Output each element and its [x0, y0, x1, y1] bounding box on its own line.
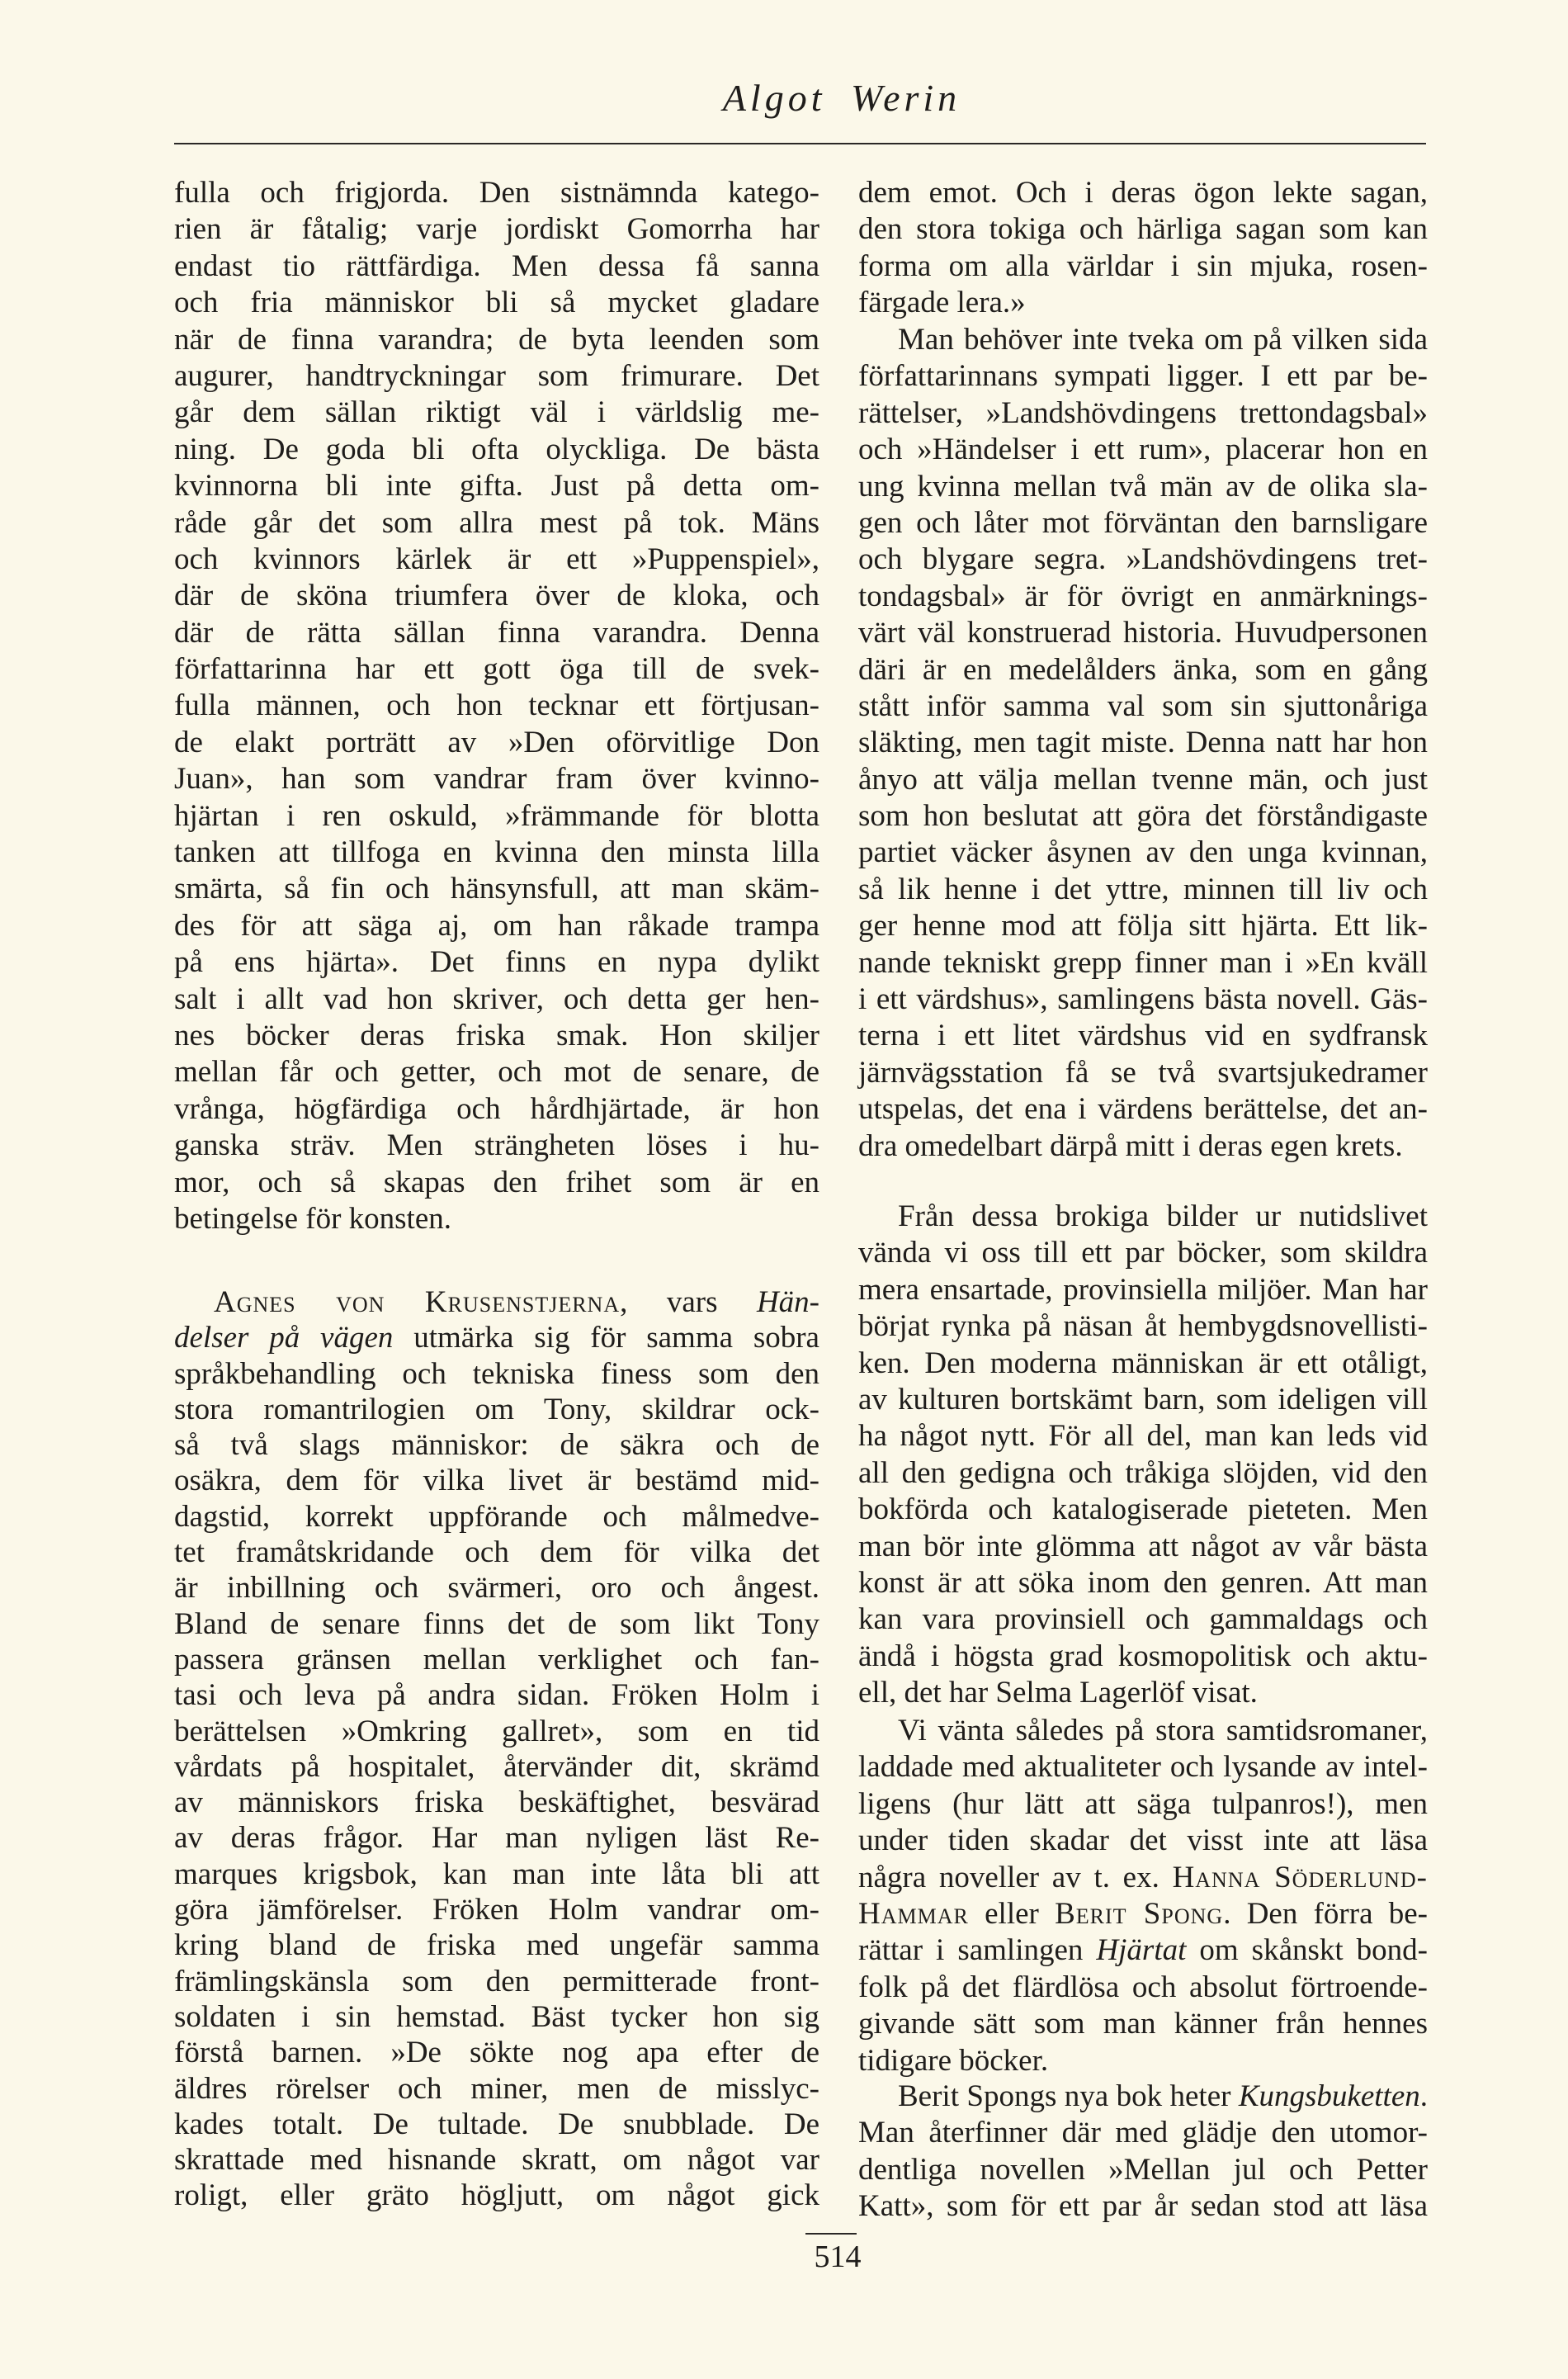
text-line: göra jämförelser. Fröken Holm vandrar om- — [174, 1893, 819, 1927]
author-name: Berit Spong — [1055, 1896, 1224, 1931]
text-line: och »Händelser i ett rum», placerar hon en — [858, 433, 1428, 467]
page-number: 514 — [814, 2239, 862, 2274]
text-line: så lik henne i det yttre, minnen till liv och — [858, 872, 1428, 906]
text-line: Juan», han som vandrar fram över kvinno- — [174, 762, 819, 797]
text-line: mera ensartade, provinsiella miljöer. Man har — [858, 1272, 1428, 1307]
text-line: så två slags människor: de säkra och de — [174, 1428, 819, 1463]
text-line: soldaten i sin hemstad. Bäst tycker hon sig — [174, 1999, 819, 2034]
text-line: salt i allt vad hon skriver, och detta ger hen- — [174, 981, 819, 1016]
paragraph — [858, 175, 1428, 322]
text-line: kvinnorna bli inte gifta. Just på detta om- — [174, 469, 819, 504]
text-span: eller — [968, 1896, 1056, 1931]
text-line: folk på det flärdlösa och absolut förtroende- — [858, 1970, 1428, 2004]
text-line: marques krigsbok, kan man inte låta bli att — [174, 1856, 819, 1891]
paragraph — [858, 322, 1428, 1165]
text-line: smärta, så fin och hänsynsfull, att man skäm- — [174, 872, 819, 906]
text-line: rien är fåtalig; varje jordiskt Gomorrha har — [174, 212, 819, 247]
text-line: under tiden skadar det visst inte att läsa — [858, 1823, 1428, 1858]
text-span: om skånskt bond- — [1186, 1933, 1428, 1968]
author-name: Hammar — [858, 1896, 969, 1931]
text-line: de elakt porträtt av »Den oförvitlige Don — [174, 725, 819, 759]
text-line: ligens (hur lätt att säga tulpanros!), men — [858, 1786, 1428, 1821]
text-line: järnvägsstation få se två svartsjukedramer — [858, 1055, 1428, 1090]
text-line: vrånga, högfärdiga och hårdhjärtade, är hon — [174, 1091, 819, 1126]
text-line: ha något nytt. För all del, man kan leds vid — [858, 1419, 1428, 1454]
text-line: vända vi oss till ett par böcker, som skildra — [858, 1236, 1428, 1270]
text-line: roligt, eller gräto högljutt, om något gick — [174, 2178, 819, 2213]
text-line: släkting, men tagit miste. Denna natt har hon — [858, 726, 1428, 760]
text-line: kan vara provinsiell och gammaldags och — [858, 1602, 1428, 1637]
text-line: tanken att tillfoga en kvinna den minsta lilla — [174, 835, 819, 870]
paragraph — [858, 1199, 1428, 1711]
text-line: laddade med aktualiteter och lysande av intel- — [858, 1750, 1428, 1785]
text-line: av människors friska beskäftighet, besvärad — [174, 1785, 819, 1820]
text-line: fulla och frigjorda. Den sistnämnda katego- — [174, 176, 819, 210]
footer-rule — [805, 2233, 857, 2235]
text-span: utmärka sig för samma sobra — [393, 1321, 819, 1355]
text-line: forma om alla världar i sin mjuka, rosen- — [858, 248, 1428, 283]
text-line: kades totalt. De tultade. De snubblade. De — [174, 2107, 819, 2141]
text-line: tidigare böcker. — [858, 2043, 1049, 2078]
text-line: mor, och så skapas den frihet som är en — [174, 1165, 819, 1199]
text-line — [174, 1284, 819, 1320]
text-line: rättelser, »Landshövdingens trettondagsbal» — [858, 395, 1428, 430]
text-line: ändå i högsta grad kosmopolitisk och aktu- — [858, 1639, 1428, 1673]
paragraph — [858, 2079, 1428, 2225]
text-line — [858, 1896, 1428, 1932]
text-span: , vars — [620, 1285, 757, 1319]
text-line: nande tekniskt grepp finner man i »En kväll — [858, 945, 1428, 980]
text-line: av deras frågor. Har man nyligen läst Re- — [174, 1821, 819, 1856]
text-line: nes böcker deras friska smak. Hon skiljer — [174, 1018, 819, 1052]
text-line: Från dessa brokiga bilder ur nutidslivet — [898, 1199, 1428, 1233]
text-line: dagstid, korrekt uppförande och målmedve- — [174, 1499, 819, 1534]
text-line: ung kvinna mellan två män av de olika sla- — [858, 469, 1428, 504]
text-line: augurer, handtryckningar som frimurare. Det — [174, 358, 819, 393]
text-line: man bör inte glömma att något av vår bästa — [858, 1529, 1428, 1563]
text-line: ganska sträv. Men strängheten löses i hu- — [174, 1128, 819, 1163]
text-line: Vi vänta således på stora samtidsromaner, — [898, 1714, 1428, 1748]
text-line: förstå barnen. »De sökte nog apa efter de — [174, 2036, 819, 2070]
text-line: ger henne mod att följa sitt hjärta. Ett lik- — [858, 909, 1428, 944]
author-name: Hanna Söderlund- — [1172, 1860, 1428, 1894]
text-line: där de rätta sällan finna varandra. Denna — [174, 615, 819, 650]
text-line: börjat rynka på näsan åt hembygdsnovellisti- — [858, 1309, 1428, 1344]
text-line: Man återfinner där med glädje den utomor- — [858, 2116, 1428, 2150]
text-line — [858, 1860, 1428, 1896]
text-line: är inbillning och svärmeri, oro och ångest. — [174, 1571, 819, 1606]
text-line: och fria människor bli så mycket gladare — [174, 286, 819, 320]
text-line: dra omedelbart därpå mitt i deras egen krets. — [858, 1128, 1403, 1163]
text-line: språkbehandling och tekniska finess som den — [174, 1356, 819, 1391]
text-line: av kulturen bortskämt barn, som ideligen vill — [858, 1382, 1428, 1417]
text-line: och blygare segra. »Landshövdingens tret- — [858, 542, 1428, 577]
text-line: ning. De goda bli ofta olyckliga. De bästa — [174, 432, 819, 466]
text-line: däri är en medelålders änka, som en gång — [858, 652, 1428, 687]
text-line: ell, det har Selma Lagerlöf visat. — [858, 1676, 1258, 1710]
text-line: fulla männen, och hon tecknar ett förtjusan- — [174, 688, 819, 723]
text-line: värt väl konstruerad historia. Huvudpersonen — [858, 616, 1428, 650]
paragraph — [174, 1284, 819, 2214]
text-line: och kvinnors kärlek är ett »Puppenspiel», — [174, 542, 819, 576]
text-line: som hon beslutat att göra det förståndigaste — [858, 799, 1428, 834]
text-line: kring bland de friska med ungefär samma — [174, 1928, 819, 1963]
text-span: Berit Spongs nya bok heter — [898, 2079, 1239, 2113]
text-line: Man behöver inte tveka om på vilken sida — [898, 323, 1428, 357]
text-line: betingelse för konsten. — [174, 1201, 451, 1236]
text-line: den stora tokiga och härliga sagan som kan — [858, 212, 1428, 247]
text-line: tasi och leva på andra sidan. Fröken Holm i — [174, 1678, 819, 1713]
header-rule — [174, 143, 1426, 144]
text-line: författarinnans sympati ligger. I ett par be- — [858, 359, 1428, 394]
text-line: konst är att söka inom den genren. Att man — [858, 1565, 1428, 1600]
text-line: mellan får och getter, och mot de senare, de — [174, 1055, 819, 1090]
text-line: stora romantrilogien om Tony, skildrar ock- — [174, 1392, 819, 1426]
text-line: ånyo att välja mellan tvenne män, och just — [858, 762, 1428, 797]
text-line: ken. Den moderna människan är ett otåligt, — [858, 1346, 1428, 1380]
text-line: givande sätt som man känner från hennes — [858, 2007, 1428, 2041]
text-line: äldres rörelser och miner, men de misslyc- — [174, 2071, 819, 2106]
text-line: tet framåtskridande och dem för vilka det — [174, 1535, 819, 1570]
text-span: . Den förra be- — [1223, 1896, 1428, 1931]
italic-title: Kungsbuketten — [1238, 2079, 1420, 2113]
text-line: partiet väcker åsynen av den unga kvinnan, — [858, 835, 1428, 870]
text-line: Bland de senare finns det de som likt Tony — [174, 1606, 819, 1641]
italic-title: Hän- — [756, 1285, 819, 1319]
text-line: där de sköna triumfera över de kloka, och — [174, 579, 819, 613]
text-line: stått inför samma val som sin sjuttonåriga — [858, 688, 1428, 723]
text-line: terna i ett litet värdshus vid en sydfransk — [858, 1019, 1428, 1053]
text-line: vårdats på hospitalet, återvänder dit, skrämd — [174, 1749, 819, 1784]
paragraph — [174, 175, 819, 1237]
text-line: utspelas, det ena i värdens berättelse, det an- — [858, 1092, 1428, 1127]
text-line: författarinna har ett gott öga till de svek- — [174, 652, 819, 687]
text-line: passera gränsen mellan verklighet och fan- — [174, 1642, 819, 1677]
text-line — [858, 2079, 1428, 2115]
text-line: berättelsen »Omkring gallret», som en tid — [174, 1714, 819, 1748]
text-span: . — [1419, 2079, 1428, 2113]
text-line: endast tio rättfärdiga. Men dessa få sanna — [174, 248, 819, 283]
text-line: färgade lera.» — [858, 286, 1026, 320]
text-line: hjärtan i ren oskuld, »främmande för blotta — [174, 798, 819, 833]
text-line: all den gedigna och tråkiga slöjden, vid den — [858, 1455, 1428, 1490]
italic-title: delser på vägen — [174, 1321, 394, 1355]
text-line: på ens hjärta». Det finns en nypa dylikt — [174, 945, 819, 980]
text-line: dem emot. Och i deras ögon lekte sagan, — [858, 176, 1428, 210]
author-name: Agnes von Krusenstjerna — [214, 1285, 621, 1319]
text-line: när de finna varandra; de byta leenden som — [174, 322, 819, 357]
text-span: rättar i samlingen — [858, 1933, 1097, 1968]
italic-title: Hjärtat — [1096, 1933, 1187, 1968]
text-line: råde går det som allra mest på tok. Mäns — [174, 505, 819, 540]
text-line: tondagsbal» är för övrigt en anmärknings- — [858, 579, 1428, 613]
text-line: skrattade med hisnande skratt, om något var — [174, 2143, 819, 2178]
text-line: i ett värdshus», samlingens bästa novell. Gäs- — [858, 982, 1428, 1017]
text-line: går dem sällan riktigt väl i världslig me- — [174, 395, 819, 430]
text-line: osäkra, dem för vilka livet är bestämd mid- — [174, 1464, 819, 1498]
text-line: dentliga novellen »Mellan jul och Petter — [858, 2152, 1428, 2187]
text-line — [858, 1932, 1428, 1969]
text-line: gen och låter mot förväntan den barnsligare — [858, 505, 1428, 540]
running-title: Algot Werin — [722, 77, 961, 119]
text-line: Katt», som för ett par år sedan stod att läsa — [858, 2189, 1428, 2224]
text-line — [174, 1320, 819, 1355]
text-line: främlingskänsla som den permitterade front- — [174, 1964, 819, 1998]
text-line: des för att säga aj, om han råkade trampa — [174, 908, 819, 943]
paragraph — [858, 1713, 1428, 2079]
text-span: några noveller av t. ex. — [858, 1860, 1173, 1894]
text-line: bokförda och katalogiserade pieteten. Men — [858, 1492, 1428, 1527]
